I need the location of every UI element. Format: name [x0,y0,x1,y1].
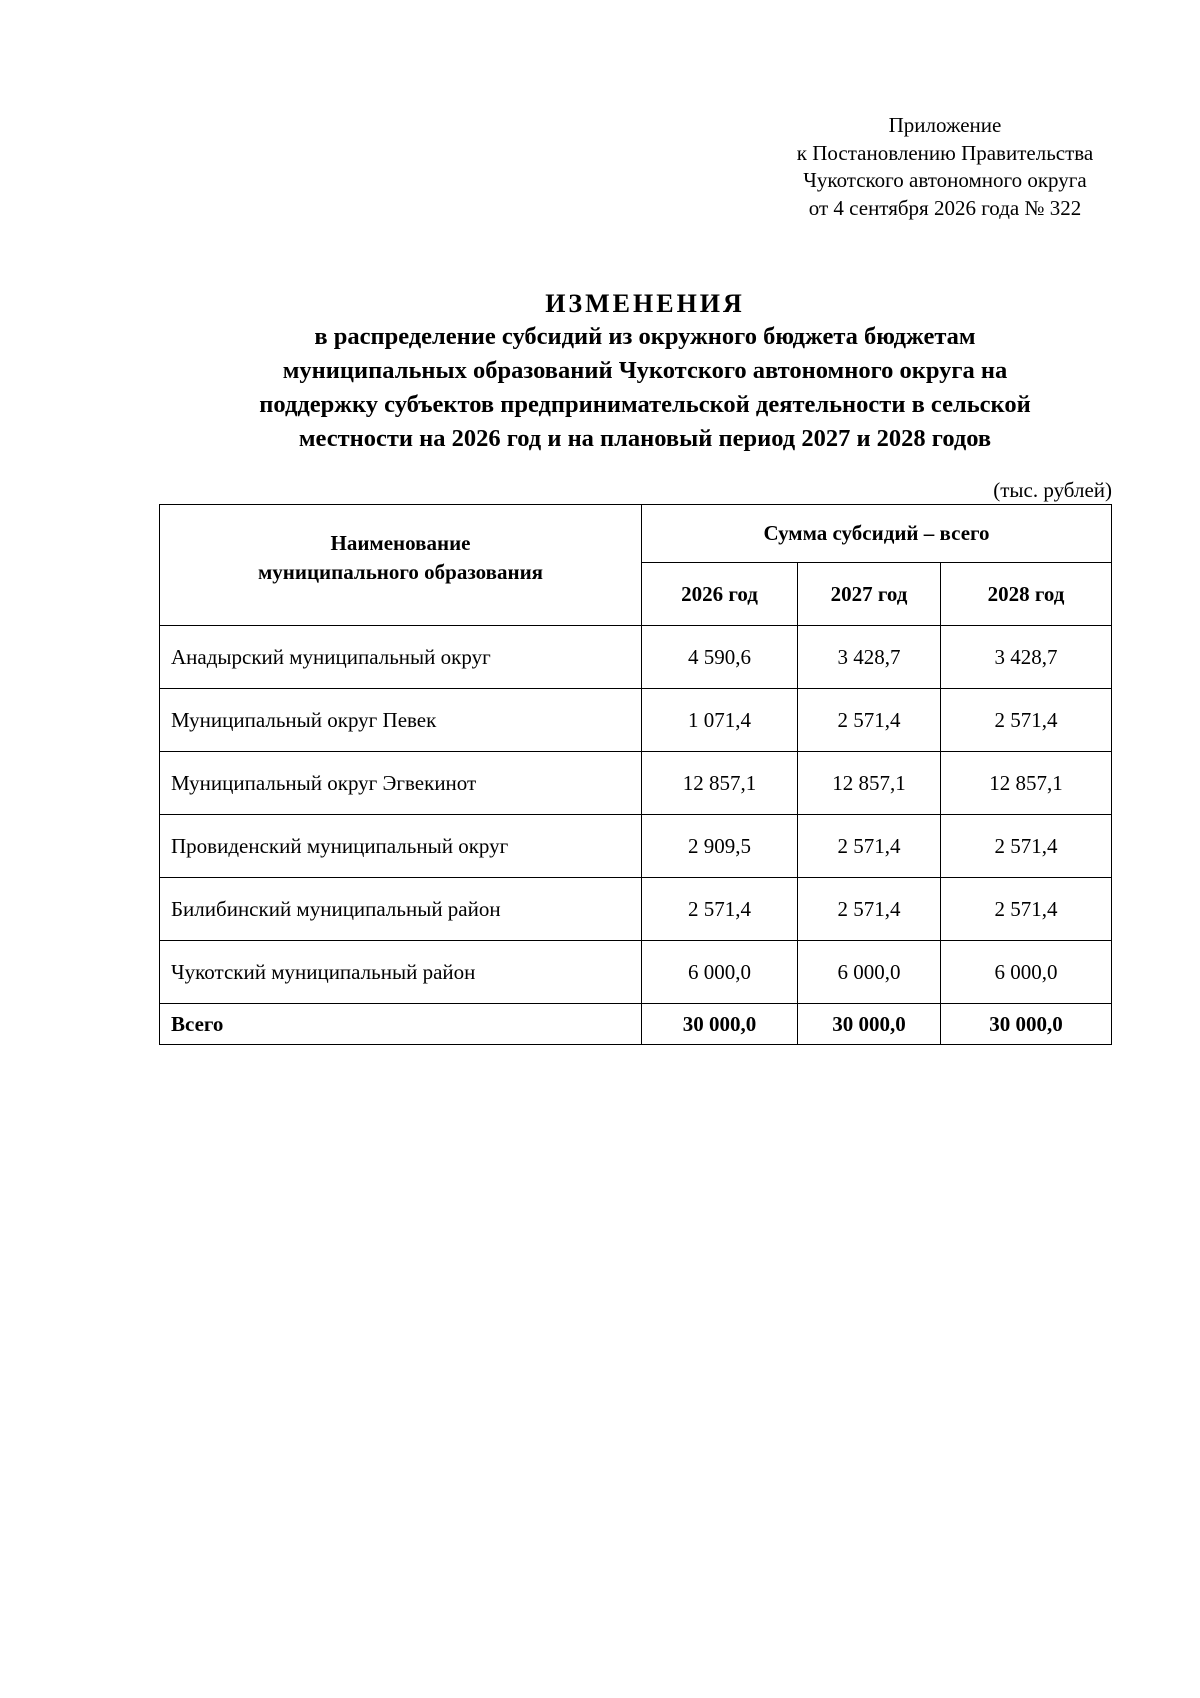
value-2027: 2 571,4 [798,878,941,941]
table-row [160,941,1112,1004]
subtitle-line: в распределение субсидий из окружного бюджета бюджетам [314,323,976,350]
municipality-name: Муниципальный округ Эгвекинот [160,752,642,815]
value-2026: 4 590,6 [642,626,798,689]
header-name-line: Наименование [330,531,471,555]
value-2027: 2 571,4 [798,815,941,878]
value-2026: 2 909,5 [642,815,798,878]
table-row [160,626,1112,689]
table-row [160,878,1112,941]
value-2026: 6 000,0 [642,941,798,1004]
header-year-2027: 2027 год [798,563,941,626]
municipality-name: Провиденский муниципальный округ [160,815,642,878]
subtitle-line: муниципальных образований Чукотского автономного округа на [282,357,1008,384]
value-2028: 3 428,7 [941,626,1112,689]
units-note: (тыс. рублей) [993,478,1112,502]
appendix-note [740,112,1150,222]
subtitle-line: местности на 2026 год и на плановый период 2027 и 2028 годов [298,425,992,452]
value-2028: 2 571,4 [941,878,1112,941]
table-row [160,752,1112,815]
value-2026: 2 571,4 [642,878,798,941]
header-year-2028: 2028 год [941,563,1112,626]
value-2026: 12 857,1 [642,752,798,815]
value-2027: 2 571,4 [798,689,941,752]
table-row [160,815,1112,878]
appendix-line: от 4 сентября 2026 года № 322 [808,195,1082,220]
appendix-line: Чукотского автономного округа [803,168,1087,192]
header-municipality [160,505,642,626]
total-row [160,1004,1112,1045]
value-2028: 12 857,1 [941,752,1112,815]
municipality-name: Чукотский муниципальный район [160,941,642,1004]
total-2027: 30 000,0 [798,1004,941,1045]
subtitle-line: поддержку субъектов предпринимательской деятельности в сельской [259,391,1031,418]
header-year-2026: 2026 год [642,563,798,626]
appendix-line: Приложение [888,113,1002,137]
header-name-line: муниципального образования [257,560,544,584]
value-2028: 2 571,4 [941,815,1112,878]
value-2028: 2 571,4 [941,689,1112,752]
value-2028: 6 000,0 [941,941,1112,1004]
header-subsidy-total: Сумма субсидий – всего [642,505,1112,563]
total-2028: 30 000,0 [941,1004,1112,1045]
appendix-line: к Постановлению Правительства [796,140,1094,165]
value-2027: 12 857,1 [798,752,941,815]
value-2027: 6 000,0 [798,941,941,1004]
municipality-name: Муниципальный округ Певек [160,689,642,752]
municipality-name: Анадырский муниципальный округ [160,626,642,689]
value-2027: 3 428,7 [798,626,941,689]
document-heading: ИЗМЕНЕНИЯ [545,289,745,318]
subsidy-table [159,504,1112,1045]
total-2026: 30 000,0 [642,1004,798,1045]
table-row [160,689,1112,752]
total-label: Всего [160,1004,642,1045]
value-2026: 1 071,4 [642,689,798,752]
municipality-name: Билибинский муниципальный район [160,878,642,941]
document-title [150,288,1140,456]
document-subtitle [150,320,1140,456]
